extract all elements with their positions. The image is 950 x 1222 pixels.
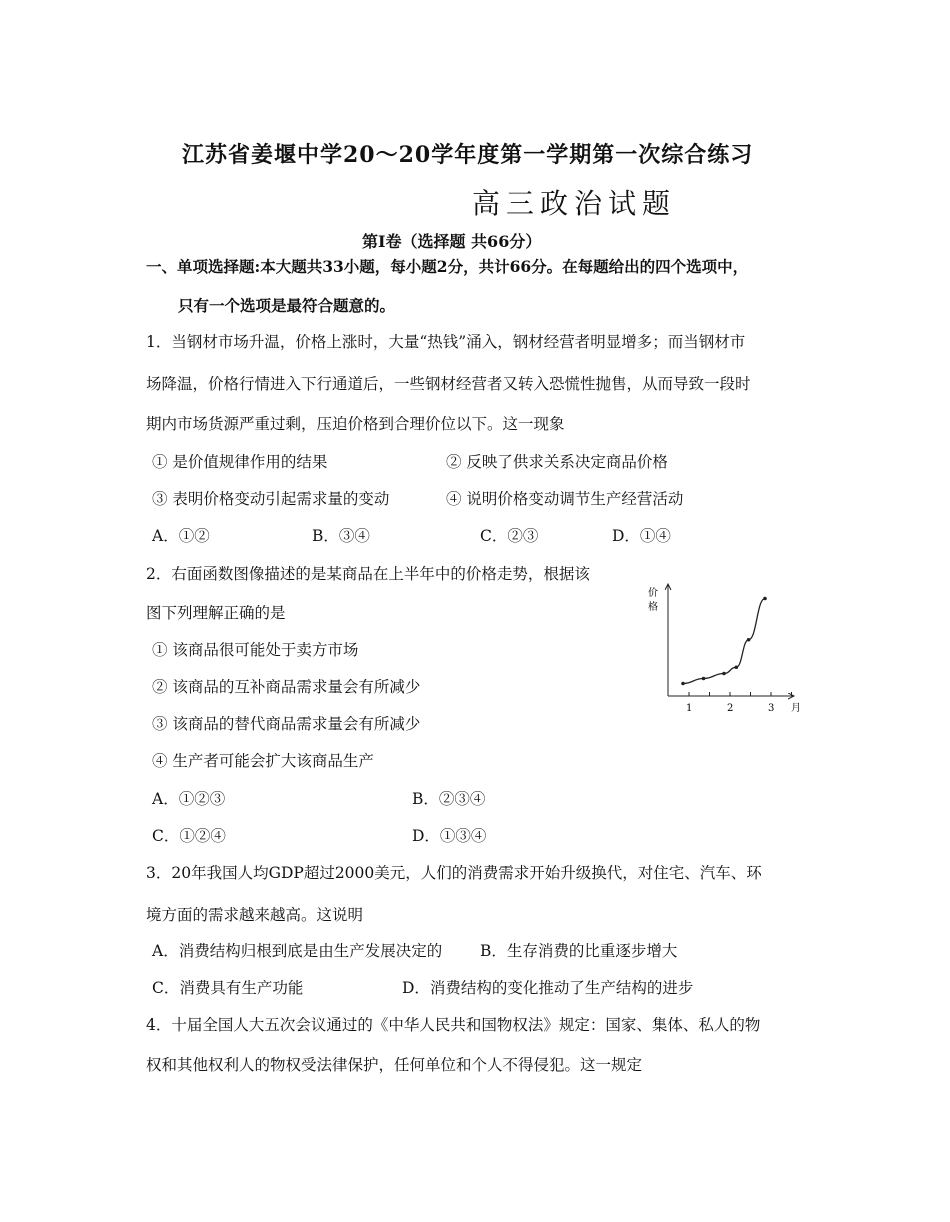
- q4-stem-line2: 权和其他权利人的物权受法律保护，任何单位和个人不得侵犯。这一规定: [146, 1056, 643, 1074]
- q3-stem-line2: 境方面的需求越来越高。这说明: [146, 906, 364, 924]
- graph-price-point: [763, 597, 767, 601]
- q1-stem-line1: 1．当钢材市场升温，价格上涨时，大量“热钱”涌入，钢材经营者明显增多；而当钢材市: [146, 333, 746, 351]
- q3-option-a: A．消费结构归根到底是由生产发展决定的: [152, 942, 443, 960]
- school-title: 江苏省姜堰中学20～20学年度第一学期第一次综合练习: [182, 142, 754, 168]
- q1-option-a: A．①②: [152, 527, 210, 545]
- q2-option-a: A．①②③: [152, 790, 226, 808]
- q2-statement-1: ① 该商品很可能处于卖方市场: [152, 641, 359, 659]
- q4-stem-line1: 4．十届全国人大五次会议通过的《中华人民共和国物权法》规定：国家、集体、私人的物: [146, 1016, 761, 1034]
- section-instructions-line1: 一、单项选择题:本大题共33小题，每小题2分，共计66分。在每题给出的四个选项中，: [146, 257, 749, 276]
- q1-statement-2: ② 反映了供求关系决定商品价格: [446, 453, 668, 471]
- graph-price-line: [683, 599, 765, 684]
- q1-option-c: C．②③: [480, 527, 539, 545]
- q2-option-d: D．①③④: [412, 827, 487, 845]
- graph-price-point: [747, 638, 751, 642]
- q3-option-c: C．消费具有生产功能: [152, 979, 304, 997]
- graph-price-point: [722, 672, 726, 676]
- graph-xtick-1: 1: [686, 703, 693, 714]
- q1-stem-line2: 场降温，价格行情进入下行通道后，一些钢材经营者又转入恐慌性抛售，从而导致一段时: [146, 375, 751, 393]
- graph-price-point: [681, 682, 685, 686]
- subject-title: 高三政治试题: [472, 187, 677, 220]
- q2-statement-2: ② 该商品的互补商品需求量会有所减少: [152, 678, 421, 696]
- q2-stem-line1: 2．右面函数图像描述的是某商品在上半年中的价格走势，根据该: [146, 565, 590, 583]
- price-trend-graph: [640, 578, 810, 720]
- q2-stem-line2: 图下列理解正确的是: [146, 604, 286, 622]
- q1-statement-4: ④ 说明价格变动调节生产经营活动: [446, 490, 684, 508]
- q3-option-d: D．消费结构的变化推动了生产结构的进步: [402, 979, 694, 997]
- q3-stem-line1: 3．20年我国人均GDP超过2000美元，人们的消费需求开始升级换代，对住宅、汽车、环: [146, 864, 762, 882]
- part-title: 第Ⅰ卷（选择题 共66分）: [362, 232, 542, 251]
- q2-option-c: C．①②④: [152, 827, 226, 845]
- graph-xtick-3: 3: [768, 703, 775, 714]
- section-instructions-line2: 只有一个选项是最符合题意的。: [178, 296, 396, 315]
- q1-statement-3: ③ 表明价格变动引起需求量的变动: [152, 490, 390, 508]
- q2-statement-3: ③ 该商品的替代商品需求量会有所减少: [152, 715, 421, 733]
- q1-option-d: D．①④: [612, 527, 671, 545]
- graph-ylabel-1: 价: [648, 588, 658, 599]
- graph-tick-marks: [689, 692, 810, 696]
- graph-price-point: [702, 677, 706, 681]
- q2-option-b: B．②③④: [412, 790, 486, 808]
- q3-option-b: B．生存消费的比重逐步增大: [480, 942, 678, 960]
- q1-option-b: B．③④: [312, 527, 370, 545]
- q1-stem-line3: 期内市场货源严重过剩，压迫价格到合理价位以下。这一现象: [146, 415, 565, 433]
- graph-xunit: 月: [791, 703, 801, 714]
- q1-statement-1: ① 是价值规律作用的结果: [152, 453, 328, 471]
- graph-xtick-2: 2: [727, 703, 734, 714]
- q2-statement-4: ④ 生产者可能会扩大该商品生产: [152, 752, 374, 770]
- graph-price-point: [735, 665, 739, 669]
- graph-ylabel-2: 格: [648, 602, 658, 613]
